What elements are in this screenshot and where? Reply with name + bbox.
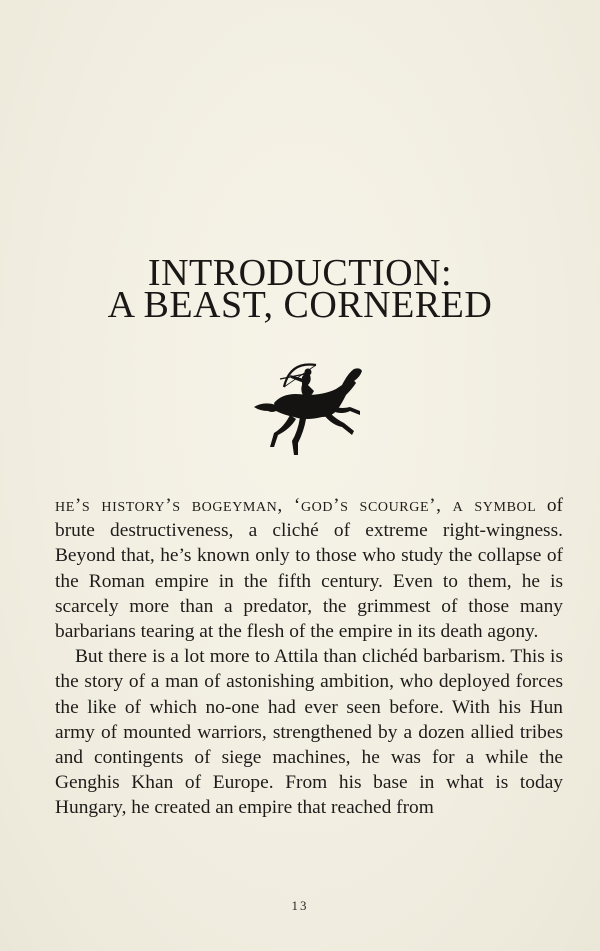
paragraph-1-small-caps-lead: he’s history’s bogeyman, ‘god’s scourge’, a symbol — [55, 495, 537, 516]
paragraph-1 — [55, 493, 563, 644]
chapter-heading-line-2: A BEAST, CORNERED — [107, 284, 493, 326]
page-number: 13 — [291, 898, 309, 913]
paragraph-1-text: of brute destructiveness, a cliché of extreme right-wingness. Beyond that, he’s known only to those who study the collapse of the Roman empire in the fifth century. Even to them, he is scarcely more than a predator, the grimmest of those many barbarians tearing at the flesh of the empire in its death agony. — [55, 495, 563, 643]
horse-archer-icon — [244, 355, 364, 465]
chapter-heading-line-1: INTRODUCTION: — [147, 252, 453, 294]
body-text — [55, 493, 563, 821]
paragraph-2: But there is a lot more to Attila than clichéd barbarism. This is the story of a man of astonishing ambition, who deployed forces the like of which no-one had ever seen before. With his Hun army of mounted warriors, strengthened by a dozen allied tribes and contingents of siege machines, he was for a while the Genghis Khan of Europe. From his base in what is today Hungary, he created an empire that reached from — [55, 646, 563, 819]
